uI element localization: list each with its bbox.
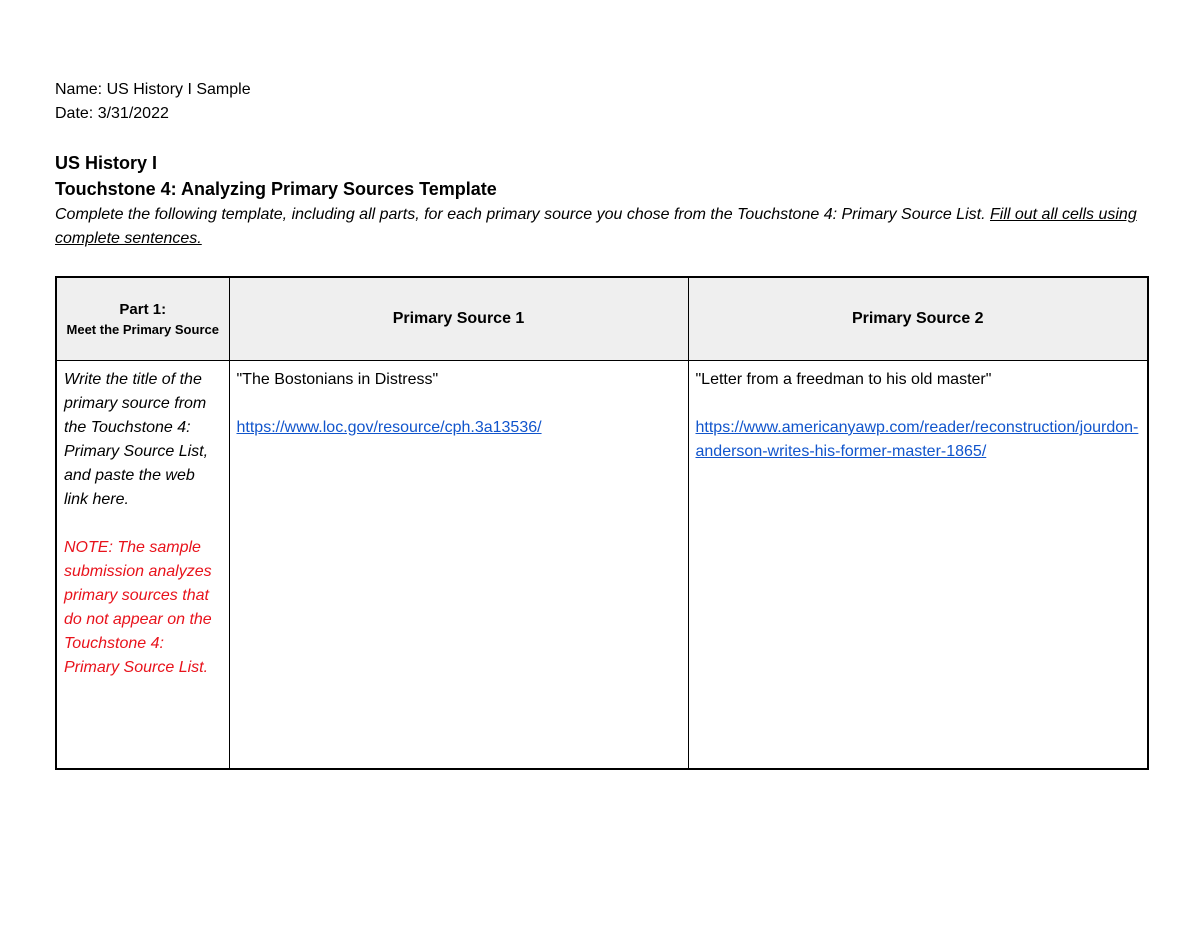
instructions — [55, 203, 1147, 251]
part-subtitle: Meet the Primary Source — [66, 321, 219, 337]
table-header-row — [56, 277, 1148, 361]
template-title: Touchstone 4: Analyzing Primary Sources Template — [55, 179, 497, 199]
instructions-text: Complete the following template, including all parts, for each primary source you chose from the Touchstone 4: Primary Source List. — [55, 206, 986, 223]
source-1-link[interactable]: https://www.loc.gov/resource/cph.3a13536/ — [236, 419, 542, 436]
part-label: Part 1: — [119, 300, 167, 318]
date-line: Date: 3/31/2022 — [55, 105, 169, 122]
table-row — [56, 361, 1148, 770]
student-info — [55, 78, 251, 126]
part-header-cell — [56, 277, 229, 361]
source-2-cell[interactable] — [688, 361, 1148, 770]
source-2-header — [688, 277, 1148, 361]
source-1-header — [229, 277, 688, 361]
document-headings — [55, 150, 1147, 251]
source-2-heading: Primary Source 2 — [851, 310, 984, 327]
name-line: Name: US History I Sample — [55, 81, 251, 98]
prompt-cell — [56, 361, 229, 770]
course-title: US History I — [55, 153, 158, 173]
source-2-link[interactable]: https://www.americanyawp.com/reader/reconstruction/jourdon-anderson-writes-his-former-master-1865/ — [695, 419, 1139, 460]
instructions-underlined: Fill out all cells using complete sentences. — [55, 206, 1137, 247]
row-prompt: Write the title of the primary source from the Touchstone 4: Primary Source List, and paste the web link here. — [64, 371, 209, 508]
primary-source-table — [55, 276, 1149, 770]
source-1-cell[interactable] — [229, 361, 688, 770]
sample-note: NOTE: The sample submission analyzes primary sources that do not appear on the Touchstone 4: Primary Source List. — [64, 539, 212, 676]
source-1-heading: Primary Source 1 — [392, 310, 525, 327]
source-2-title: "Letter from a freedman to his old master" — [695, 371, 992, 388]
source-1-title: "The Bostonians in Distress" — [236, 371, 439, 388]
